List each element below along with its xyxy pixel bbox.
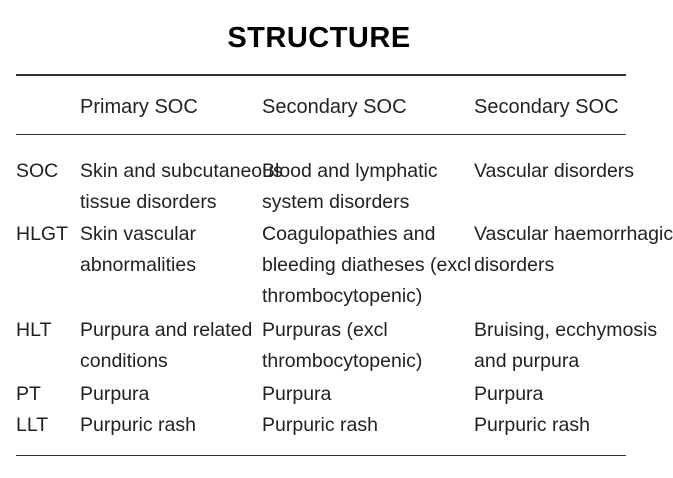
cell-hlt-secondary2-line2: and purpura — [474, 350, 580, 372]
cell-soc-primary-line2: tissue disorders — [80, 191, 217, 213]
cell-pt-secondary1: Purpura — [262, 383, 332, 405]
cell-llt-primary: Purpuric rash — [80, 414, 196, 436]
cell-hlgt-primary-line1: Skin vascular — [80, 223, 196, 245]
cell-soc-secondary1-line1: Blood and lymphatic — [262, 160, 438, 182]
cell-hlgt-secondary2-line1: Vascular haemorrhagic — [474, 223, 673, 245]
table-header-rule — [16, 134, 626, 135]
cell-hlgt-secondary1-line3: thrombocytopenic) — [262, 285, 423, 307]
row-level-pt: PT — [16, 383, 41, 405]
cell-soc-secondary2-line1: Vascular disorders — [474, 160, 635, 182]
cell-hlt-primary-line2: conditions — [80, 350, 168, 372]
cell-pt-secondary2: Purpura — [474, 383, 544, 405]
page-title: STRUCTURE — [227, 22, 411, 54]
cell-soc-primary-line1: Skin and subcutaneous — [80, 160, 283, 182]
cell-hlgt-secondary2-line2: disorders — [474, 254, 555, 276]
header-secondary-soc-1: Secondary SOC — [262, 96, 407, 118]
cell-llt-secondary1: Purpuric rash — [262, 414, 378, 436]
row-level-hlt: HLT — [16, 319, 52, 341]
header-primary-soc: Primary SOC — [80, 96, 198, 118]
row-level-hlgt: HLGT — [16, 223, 69, 245]
cell-hlgt-primary-line2: abnormalities — [80, 254, 196, 276]
header-secondary-soc-2: Secondary SOC — [474, 96, 619, 118]
cell-hlt-primary-line1: Purpura and related — [80, 319, 253, 341]
cell-hlgt-secondary1-line2: bleeding diatheses (excl — [262, 254, 472, 276]
table-top-rule — [16, 74, 626, 76]
cell-hlt-secondary1-line1: Purpuras (excl — [262, 319, 388, 341]
cell-hlt-secondary2-line1: Bruising, ecchymosis — [474, 319, 658, 341]
cell-hlgt-secondary1-line1: Coagulopathies and — [262, 223, 436, 245]
table-bottom-rule — [16, 455, 626, 456]
cell-pt-primary: Purpura — [80, 383, 150, 405]
cell-hlt-secondary1-line2: thrombocytopenic) — [262, 350, 423, 372]
cell-soc-secondary1-line2: system disorders — [262, 191, 410, 213]
row-level-llt: LLT — [16, 414, 49, 436]
row-level-soc: SOC — [16, 160, 59, 182]
cell-llt-secondary2: Purpuric rash — [474, 414, 590, 436]
